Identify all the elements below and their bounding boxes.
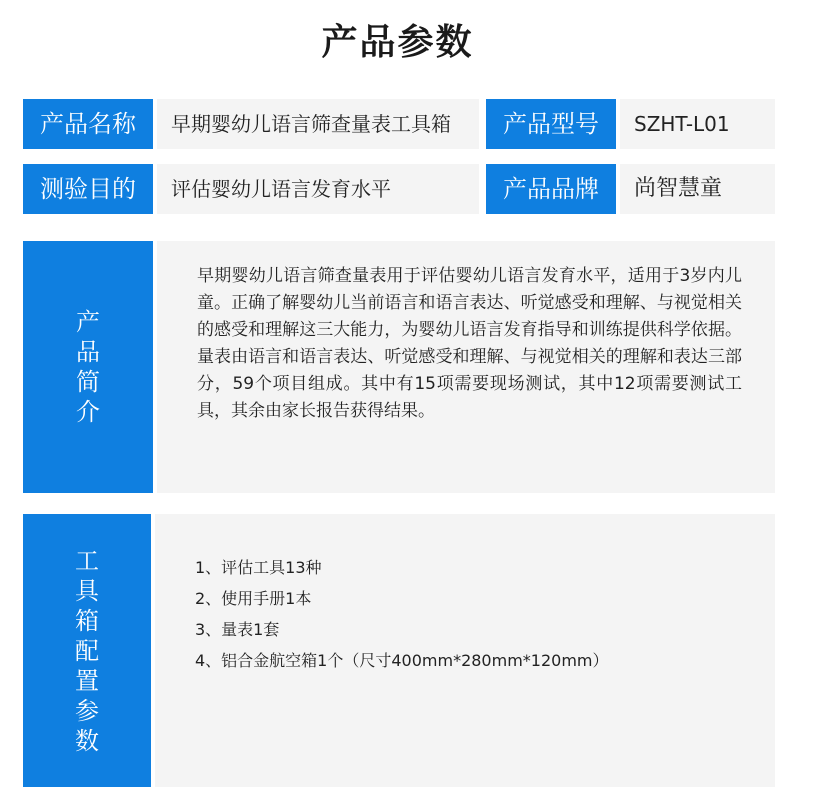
toolbox-config-panel bbox=[155, 514, 775, 787]
label-char: 箱 bbox=[75, 606, 99, 635]
label-char: 具 bbox=[75, 576, 99, 605]
product-brand-label: 产品品牌 bbox=[486, 164, 616, 214]
label-char: 工 bbox=[75, 546, 99, 575]
test-purpose-value: 评估婴幼儿语言发育水平 bbox=[157, 164, 479, 214]
product-intro-text: 早期婴幼儿语言筛查量表用于评估婴幼儿语言发育水平，适用于3岁内儿童。正确了解婴幼儿当前语言和语言表达、听觉感受和理解、与视觉相关的感受和理解这三大能力，为婴幼儿语言发育指导和训练提供科学依据。量表由语言和语言表达、听觉感受和理解、与视觉相关的理解和表达三部分，59个项目组成。其中有15项需要现场测试，其中12项需要测试工具，其余由家长报告获得结果。 bbox=[197, 266, 742, 421]
label-char: 产 bbox=[76, 308, 100, 336]
list-item: 3、量表1套 bbox=[195, 620, 280, 639]
page-title: 产品参数 bbox=[321, 22, 474, 63]
test-purpose-label: 测验目的 bbox=[23, 164, 153, 214]
label-char: 参 bbox=[75, 696, 99, 725]
product-intro-section bbox=[23, 241, 775, 493]
product-model-value: SZHT-L01 bbox=[620, 99, 775, 149]
toolbox-config-section bbox=[23, 514, 775, 787]
product-brand-value: 尚智慧童 bbox=[620, 164, 775, 214]
toolbox-config-label bbox=[23, 514, 151, 787]
spec-row bbox=[23, 164, 775, 214]
label-char: 介 bbox=[76, 398, 100, 426]
product-model-label: 产品型号 bbox=[486, 99, 616, 149]
product-intro-panel bbox=[157, 241, 775, 493]
product-name-value: 早期婴幼儿语言筛查量表工具箱 bbox=[157, 99, 479, 149]
toolbox-item-list bbox=[195, 552, 609, 676]
label-char: 配 bbox=[75, 636, 99, 665]
label-char: 数 bbox=[75, 726, 99, 755]
label-char: 简 bbox=[76, 368, 100, 396]
spec-row bbox=[23, 99, 775, 149]
list-item: 2、使用手册1本 bbox=[195, 589, 312, 608]
label-char: 品 bbox=[76, 338, 100, 366]
product-name-label: 产品名称 bbox=[23, 99, 153, 149]
product-intro-label bbox=[23, 241, 153, 493]
label-char: 置 bbox=[75, 666, 99, 695]
list-item: 1、评估工具13种 bbox=[195, 558, 322, 577]
list-item: 4、铝合金航空箱1个（尺寸400mm*280mm*120mm） bbox=[195, 651, 609, 670]
